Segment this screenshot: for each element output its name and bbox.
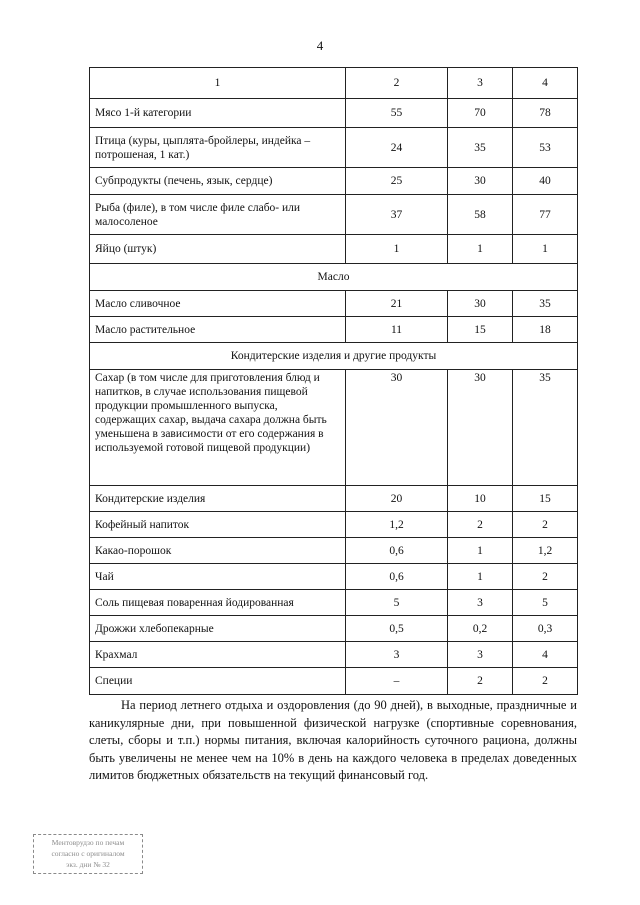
norm-value: 30 xyxy=(448,291,513,317)
table-row xyxy=(90,538,578,564)
table-row xyxy=(90,195,578,235)
stamp-line: экз. дни № 32 xyxy=(66,860,110,869)
norm-value: 30 xyxy=(346,370,448,486)
norm-value: 20 xyxy=(346,486,448,512)
product-name: Масло растительное xyxy=(90,317,346,343)
norm-value: 70 xyxy=(448,99,513,128)
norm-value: 53 xyxy=(513,128,578,168)
product-name: Специи xyxy=(90,668,346,695)
norm-value: 5 xyxy=(513,590,578,616)
product-name: Рыба (филе), в том числе филе слабо- или малосоленое xyxy=(90,195,346,235)
product-name: Соль пищевая поваренная йодированная xyxy=(90,590,346,616)
product-name: Чай xyxy=(90,564,346,590)
norm-value: 10 xyxy=(448,486,513,512)
table-row xyxy=(90,642,578,668)
table-row xyxy=(90,486,578,512)
norm-value: 11 xyxy=(346,317,448,343)
section-title: Масло xyxy=(90,264,578,291)
norm-value: 15 xyxy=(513,486,578,512)
norm-value: 35 xyxy=(513,370,578,486)
norm-value: 3 xyxy=(448,590,513,616)
norm-value: 4 xyxy=(513,642,578,668)
norm-value: 1 xyxy=(448,235,513,264)
table-header-row xyxy=(90,68,578,99)
norm-value: 35 xyxy=(513,291,578,317)
norm-value: 2 xyxy=(513,564,578,590)
table-row xyxy=(90,317,578,343)
norm-value: 2 xyxy=(448,512,513,538)
product-name: Субпродукты (печень, язык, сердце) xyxy=(90,168,346,195)
table-row xyxy=(90,370,578,486)
norm-value: 0,3 xyxy=(513,616,578,642)
product-name: Дрожжи хлебопекарные xyxy=(90,616,346,642)
page-number: 4 xyxy=(316,38,324,53)
product-name: Сахар (в том числе для приготовления блюд и напитков, в случае использования пищевой продукции промышленного выпуска, содержащих сахар, выдача сахара должна быть уменьшена в зависимости от его содержания в используемой готовой пищевой продукции) xyxy=(90,370,346,486)
norm-value: 18 xyxy=(513,317,578,343)
norm-value: 0,6 xyxy=(346,564,448,590)
norm-value: 1,2 xyxy=(346,512,448,538)
norm-value: 25 xyxy=(346,168,448,195)
norm-value: 3 xyxy=(448,642,513,668)
table-row xyxy=(90,128,578,168)
section-row xyxy=(90,264,578,291)
norm-value: 0,6 xyxy=(346,538,448,564)
stamp-line: согласно с оригиналом xyxy=(51,849,125,858)
product-name: Масло сливочное xyxy=(90,291,346,317)
norm-value: 58 xyxy=(448,195,513,235)
table-body xyxy=(90,99,578,695)
norm-value: 30 xyxy=(448,370,513,486)
norm-value: 1,2 xyxy=(513,538,578,564)
norm-value: 1 xyxy=(448,564,513,590)
norm-value: 2 xyxy=(448,668,513,695)
table-row xyxy=(90,168,578,195)
table-row xyxy=(90,590,578,616)
header-cell: 3 xyxy=(448,68,513,99)
norm-value: 2 xyxy=(513,512,578,538)
norm-value: – xyxy=(346,668,448,695)
section-row xyxy=(90,343,578,370)
norm-value: 40 xyxy=(513,168,578,195)
header-cell: 4 xyxy=(513,68,578,99)
product-name: Кондитерские изделия xyxy=(90,486,346,512)
table-row xyxy=(90,99,578,128)
norm-value: 77 xyxy=(513,195,578,235)
norm-value: 35 xyxy=(448,128,513,168)
norm-value: 30 xyxy=(448,168,513,195)
norm-value: 0,2 xyxy=(448,616,513,642)
table-row xyxy=(90,291,578,317)
norm-value: 15 xyxy=(448,317,513,343)
norm-value: 5 xyxy=(346,590,448,616)
norm-value: 1 xyxy=(346,235,448,264)
table-row xyxy=(90,512,578,538)
table-row xyxy=(90,235,578,264)
product-name: Кофейный напиток xyxy=(90,512,346,538)
norm-value: 0,5 xyxy=(346,616,448,642)
norm-value: 55 xyxy=(346,99,448,128)
food-norms-table xyxy=(89,67,578,695)
product-name: Мясо 1-й категории xyxy=(90,99,346,128)
norm-value: 24 xyxy=(346,128,448,168)
stamp-line: Ментоврудзо по печам xyxy=(51,838,125,847)
norm-value: 1 xyxy=(448,538,513,564)
norm-value: 21 xyxy=(346,291,448,317)
product-name: Яйцо (штук) xyxy=(90,235,346,264)
copy-stamp xyxy=(33,834,143,874)
table-row xyxy=(90,668,578,695)
norm-value: 37 xyxy=(346,195,448,235)
product-name: Крахмал xyxy=(90,642,346,668)
table-row xyxy=(90,616,578,642)
norm-value: 3 xyxy=(346,642,448,668)
product-name: Какао-порошок xyxy=(90,538,346,564)
norm-value: 78 xyxy=(513,99,578,128)
header-cell: 2 xyxy=(346,68,448,99)
header-cell: 1 xyxy=(90,68,346,99)
table-row xyxy=(90,564,578,590)
norm-value: 1 xyxy=(513,235,578,264)
note-paragraph: На период летнего отдыха и оздоровления (до 90 дней), в выходные, праздничные и каникулярные дни, при повышенной физической нагрузке (спортивные соревнования, слеты, сборы и т.п.) нормы питания, включая калорийность суточного рациона, должны быть увеличены не менее чем на 10% в день на каждого человека в пределах доведенных лимитов бюджетных обязательств на текущий финансовый год. xyxy=(89,698,577,782)
norm-value: 2 xyxy=(513,668,578,695)
section-title: Кондитерские изделия и другие продукты xyxy=(90,343,578,370)
product-name: Птица (куры, цыплята-бройлеры, индейка – потрошеная, 1 кат.) xyxy=(90,128,346,168)
